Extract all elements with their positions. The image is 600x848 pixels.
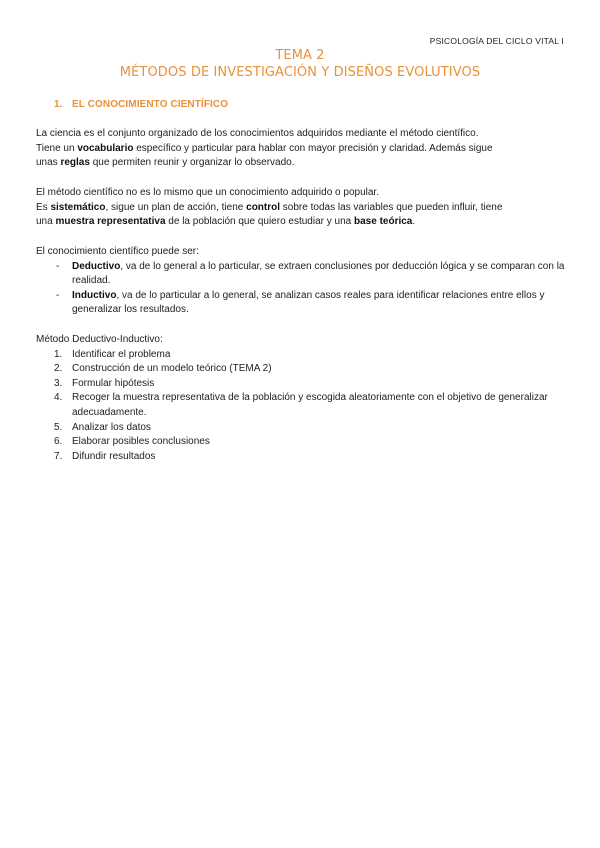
step-number: 1. <box>54 348 63 360</box>
list-item <box>36 435 568 450</box>
step-text: Formular hipótesis <box>72 377 155 389</box>
bold-term: control <box>246 201 281 213</box>
bold-term: muestra representativa <box>55 216 166 228</box>
text-run: Es <box>36 201 51 213</box>
method-steps-section <box>36 333 568 464</box>
step-number: 3. <box>54 377 63 389</box>
paragraph-line <box>36 201 568 216</box>
list-item <box>36 377 568 392</box>
knowledge-type-list <box>36 260 568 318</box>
paragraph-line <box>36 215 568 230</box>
paragraph-line: La ciencia es el conjunto organizado de los conocimientos adquiridos mediante el método científico. <box>36 128 479 139</box>
step-text: Difundir resultados <box>72 450 156 462</box>
section-number: 1. <box>54 99 63 110</box>
list-item <box>36 391 568 420</box>
text-run: sobre todas las variables que pueden influir, tiene <box>280 201 503 213</box>
section-heading-text: EL CONOCIMIENTO CIENTÍFICO <box>72 99 229 110</box>
bold-term: Deductivo <box>72 260 121 272</box>
text-run: específico y particular para hablar con mayor precisión y claridad. Además sigue <box>133 142 493 154</box>
step-number: 4. <box>54 392 63 404</box>
step-number: 2. <box>54 363 63 375</box>
list-item-text: , va de lo general a lo particular, se extraen conclusiones por deducción lógica y se comparan con la realidad. <box>72 260 565 287</box>
text-run: Tiene un <box>36 142 78 154</box>
text-run: de la población que quiero estudiar y una <box>165 216 354 228</box>
step-number: 6. <box>54 436 63 448</box>
method-steps-list <box>36 348 568 465</box>
section-heading <box>54 99 228 110</box>
list-item <box>36 289 568 318</box>
step-number: 5. <box>54 421 63 433</box>
list-item <box>36 362 568 377</box>
step-text: Elaborar posibles conclusiones <box>72 436 210 448</box>
bold-term: reglas <box>60 157 90 169</box>
text-run: una <box>36 216 56 228</box>
list-item <box>36 421 568 436</box>
text-run: . <box>412 216 416 228</box>
list-intro: Método Deductivo-Inductivo: <box>36 334 163 345</box>
list-item-text: , va de lo particular a lo general, se analizan casos reales para identificar relaciones entre ellos y generalizar los resultados. <box>72 289 545 316</box>
step-number: 7. <box>54 450 63 462</box>
dash-bullet: - <box>56 260 60 272</box>
text-run: , sigue un plan de acción, tiene <box>105 201 247 213</box>
text-run: que permiten reunir y organizar lo observado. <box>89 157 295 169</box>
bold-term: Inductivo <box>72 289 117 301</box>
dash-bullet: - <box>56 289 60 301</box>
document-title <box>0 47 600 81</box>
paragraph-line: El método científico no es lo mismo que un conocimiento adquirido o popular. <box>36 187 379 198</box>
title-line-2: MÉTODOS DE INVESTIGACIÓN Y DISEÑOS EVOLUTIVOS <box>119 65 481 80</box>
paragraph-line <box>36 142 568 157</box>
running-header: PSICOLOGÍA DEL CICLO VITAL I <box>429 36 564 46</box>
paragraph-knowledge-types <box>36 245 568 318</box>
step-text: Construcción de un modelo teórico (TEMA 2) <box>72 363 272 375</box>
paragraph-scientific-method <box>36 186 568 230</box>
list-item <box>36 348 568 363</box>
step-text: Analizar los datos <box>72 421 151 433</box>
title-line-1: TEMA 2 <box>275 48 325 63</box>
step-text: Recoger la muestra representativa de la población y escogida aleatoriamente con el objetivo de generalizar adecuadamente. <box>72 392 548 418</box>
list-intro: El conocimiento científico puede ser: <box>36 246 199 257</box>
bold-term: base teórica <box>354 216 413 228</box>
text-run: unas <box>36 157 61 169</box>
bold-term: vocabulario <box>77 142 134 154</box>
bold-term: sistemático <box>50 201 106 213</box>
step-text: Identificar el problema <box>72 348 171 360</box>
paragraph-science-definition <box>36 127 568 171</box>
list-item <box>36 450 568 465</box>
list-item <box>36 260 568 289</box>
paragraph-line <box>36 156 568 171</box>
